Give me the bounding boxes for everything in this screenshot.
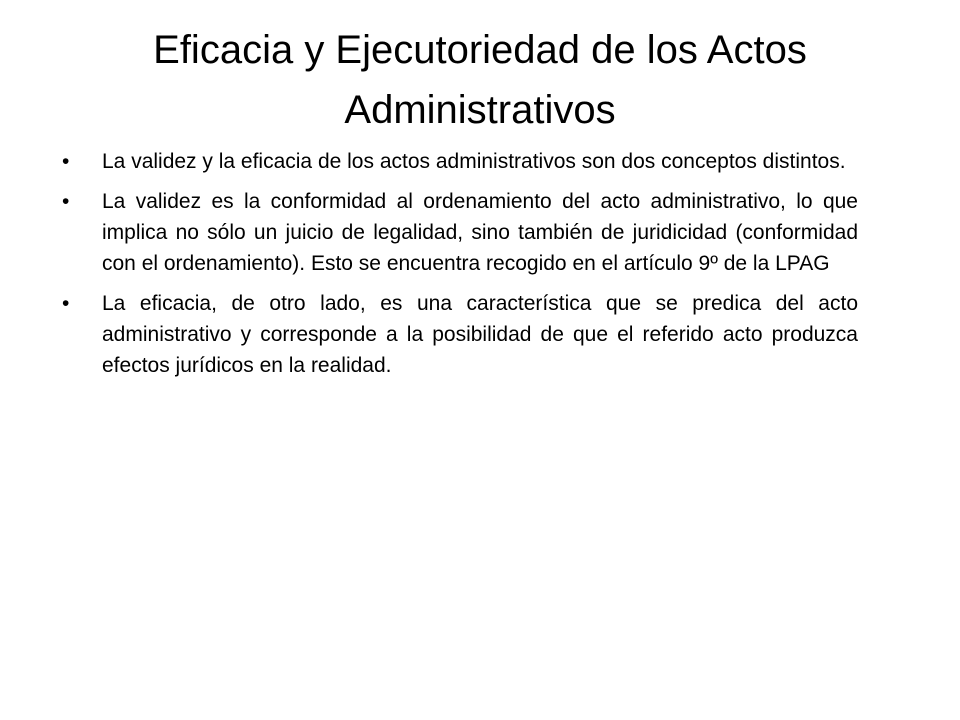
bullet-icon: •: [62, 190, 70, 213]
bullet-icon: •: [62, 292, 70, 315]
bullet-text: La validez es la conformidad al ordenamiento del acto administrativo, lo que implica no sólo un juicio de legalidad, sino también de juridicidad (conformidad con el ordenamiento). Esto se encuentra recogido en el artículo 9º de la LPAG: [102, 190, 858, 275]
bullet-text: La validez y la eficacia de los actos administrativos son dos conceptos distintos.: [102, 150, 846, 173]
bullet-list: [62, 146, 858, 390]
bullet-item: [62, 186, 858, 279]
bullet-text: La eficacia, de otro lado, es una característica que se predica del acto administrativo y corresponde a la posibilidad de que el referido acto produzca efectos jurídicos en la realidad.: [102, 292, 858, 377]
bullet-item: [62, 288, 858, 381]
bullet-icon: •: [62, 150, 70, 173]
bullet-item: [62, 146, 858, 177]
slide-title: Eficacia y Ejecutoriedad de los Actos Administrativos: [153, 28, 807, 132]
